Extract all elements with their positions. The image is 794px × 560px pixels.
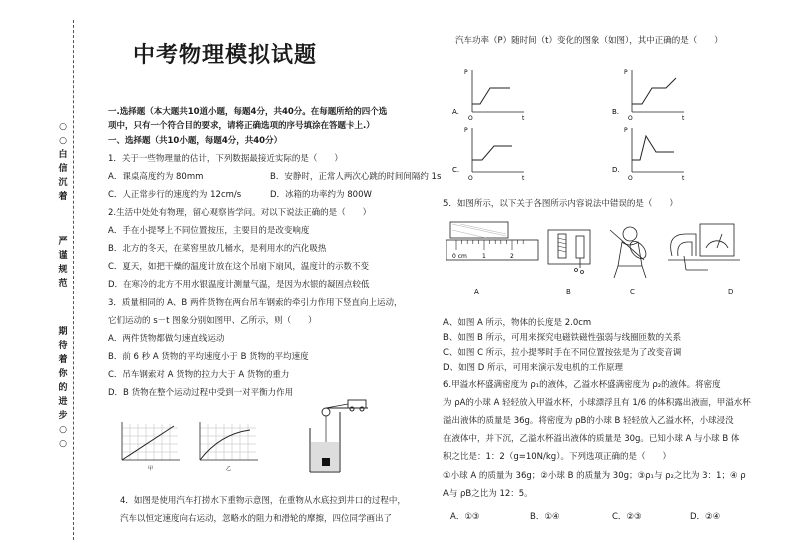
axis-t-label: t [682, 175, 685, 182]
q5-option-c: C、如图 C 所示，拉小提琴时手在不同位置按弦是为了改变音调 [443, 348, 682, 358]
question-2: 2.生活中处处有物理，留心观察皆学问。对以下说法正确的是（ ） [108, 208, 372, 218]
axis-p-label: P [464, 127, 468, 134]
picture-a-label: A [474, 288, 479, 296]
question-6-line2: 为 ρA的小球 A 轻轻放入甲溢水杯，小球漂浮且有 1/6 的体积露出液面，甲溢水杯 [443, 398, 751, 408]
q5-option-a: A、如图 A 所示，物体的长度是 2.0cm [443, 318, 592, 328]
graph-d-label: D. [612, 166, 620, 174]
page-title: 中考物理模拟试题 [132, 43, 317, 68]
q1-option-a: A．课桌高度约为 80mm [108, 172, 204, 182]
question-4-cont: 汽车以恒定速度向右运动，忽略水的阻力和滑轮的摩擦，四位同学画出了 [120, 514, 393, 524]
margin-char: 规 [58, 265, 68, 275]
margin-char: ○ [59, 122, 67, 132]
q5-option-b: B、如图 B 所示，可用来探究电磁铁磁性强弱与线圈匝数的关系 [443, 333, 682, 343]
margin-motto-3 [56, 325, 70, 451]
q2-option-b: B．北方的冬天，在菜窖里放几桶水，是利用水的汽化吸热 [108, 244, 327, 254]
picture-d-generator [668, 224, 740, 296]
graph-a-label: A. [452, 108, 459, 116]
picture-d-label: D [728, 288, 734, 296]
question-6-line3: 溢出液体的质量是 36g。将密度为 ρB的小球 B 轻轻放入乙溢水杯，小球浸没 [443, 416, 734, 426]
margin-char: 严 [58, 237, 68, 247]
q6-option-c: C．②③ [612, 512, 642, 522]
q6-option-d: D．②④ [690, 512, 721, 522]
ruler-label-0: 0 cm [452, 253, 467, 260]
q2-option-a: A．手在小提琴上不同位置按压，主要目的是改变响度 [108, 226, 310, 236]
margin-char: ○ [59, 425, 67, 435]
binding-margin [0, 0, 80, 560]
question-6-line7: A与 ρB之比为 12：5。 [443, 489, 533, 499]
graph-d [612, 127, 685, 182]
picture-b-electromagnet [548, 230, 590, 296]
graph-jia [112, 420, 184, 472]
margin-char: 范 [58, 279, 68, 289]
margin-char: 期 [58, 327, 68, 337]
margin-char: 步 [58, 411, 68, 421]
graph-b-label: B. [612, 108, 620, 116]
cut-line [73, 20, 74, 540]
margin-char: 沉 [58, 178, 68, 188]
q2-option-d: D．在寒冷的北方不用水银温度计测量气温，是因为水银的凝固点较低 [108, 280, 370, 290]
margin-char: 待 [58, 341, 68, 351]
graph-a [452, 69, 525, 122]
question-6-line6: ①小球 A 的质量为 36g；②小球 B 的质量为 30g；③ρ₁与 ρ₂之比为 3：1；④ ρ [443, 471, 746, 481]
picture-b-label: B [566, 288, 571, 296]
ruler-label-1: 1 [482, 253, 486, 260]
margin-char: 信 [58, 164, 68, 174]
q2-option-c: C．夏天，如把干燥的温度计放在这个吊扇下扇风，温度计的示数不变 [108, 262, 369, 272]
question-3-cont: 它们运动的 s－t 图象分别如图甲、乙所示，则（ ） [108, 316, 317, 326]
q1-option-b: B．安静时，正常人两次心跳的时间间隔约 1s [270, 172, 442, 182]
axis-origin-label: O [468, 115, 473, 122]
margin-char: ○ [59, 439, 67, 449]
graph-c-label: C. [452, 166, 460, 174]
axis-p-label: P [624, 127, 628, 134]
well-pulley-diagram [302, 398, 382, 476]
question-6-line4: 在液体中，并下沉，乙溢水杯溢出液体的质量是 30g。已知小球 A 与小球 B 体 [443, 434, 740, 444]
q3-option-a: A．两件货物都做匀速直线运动 [108, 334, 225, 344]
ruler-label-2: 2 [510, 253, 514, 260]
margin-char: 白 [58, 150, 68, 160]
margin-char: 进 [58, 397, 68, 407]
axis-t-label: t [522, 175, 525, 182]
q1-option-d: D．冰箱的功率约为 800W [270, 190, 372, 200]
q3-option-c: C．吊车钢索对 A 货物的拉力大于 A 货物的重力 [108, 370, 290, 380]
picture-a-ruler [446, 222, 538, 296]
q5-pictures [446, 216, 746, 298]
graph-c [452, 127, 525, 182]
graph-yi-label: 乙 [226, 466, 232, 472]
margin-char: 着 [58, 192, 68, 202]
picture-c-violinist [610, 227, 649, 296]
axis-t-label: t [522, 115, 525, 122]
question-5: 5．如图所示，以下关于各图所示内容说法中错误的是（ ） [443, 199, 678, 209]
question-1: 1．关于一些物理量的估计，下列数据最接近实际的是（ ） [108, 154, 343, 164]
axis-origin-label: O [628, 115, 633, 122]
question-4: 4．如图是使用汽车打捞水下重物示意图，在重物从水底拉到井口的过程中， [120, 496, 406, 506]
graph-yi [190, 420, 262, 472]
section-heading-cont: 项中，只有一个符合目的要求，请将正确选项的序号填涂在答题卡上.） [108, 121, 375, 131]
q5-option-d: D、如图 D 所示，可用来演示发电机的工作原理 [443, 363, 623, 373]
question-4-tail: 汽车功率（P）随时间（t）变化的图象（如图），其中正确的是（ ） [455, 36, 723, 46]
margin-char: 你 [58, 369, 68, 379]
q6-option-b: B．①④ [530, 512, 560, 522]
power-graphs [452, 64, 782, 182]
axis-p-label: P [464, 69, 468, 76]
q3-option-d: D．B 货物在整个运动过程中受到一对平衡力作用 [108, 388, 294, 398]
axis-t-label: t [682, 115, 685, 122]
margin-motto-2 [56, 235, 70, 291]
picture-c-label: C [630, 288, 635, 296]
axis-origin-label: O [628, 175, 633, 182]
q1-option-c: C．人正常步行的速度约为 12cm/s [108, 190, 242, 200]
axis-origin-label: O [468, 175, 473, 182]
graph-jia-label: 甲 [148, 466, 154, 472]
q6-option-a: A．①③ [450, 512, 480, 522]
question-6: 6.甲溢水杯盛满密度为 ρ₁的液体，乙溢水杯盛满密度为 ρ₂的液体。将密度 [443, 380, 721, 390]
margin-char: 的 [58, 383, 68, 393]
axis-p-label: P [624, 69, 628, 76]
section-heading: 一.选择题（本大题共10道小题，每题4分，共40分。在每题所给的四个选 [108, 107, 388, 117]
margin-char: 谨 [58, 251, 68, 261]
section-subheading: 一、选择题（共10小题，每题4分，共40分） [108, 136, 283, 146]
graph-b [612, 69, 685, 122]
margin-char: 着 [58, 355, 68, 365]
question-3: 3．质量相同的 A、B 两件货物在两台吊车钢索的牵引力作用下竖直向上运动， [108, 298, 403, 308]
margin-char: ○ [59, 136, 67, 146]
margin-motto-1 [56, 120, 70, 204]
question-6-line5: 积之比是：1：2（g=10N/kg）。下列选项正确的是（ ） [443, 452, 671, 462]
q3-option-b: B．前 6 秒 A 货物的平均速度小于 B 货物的平均速度 [108, 352, 309, 362]
